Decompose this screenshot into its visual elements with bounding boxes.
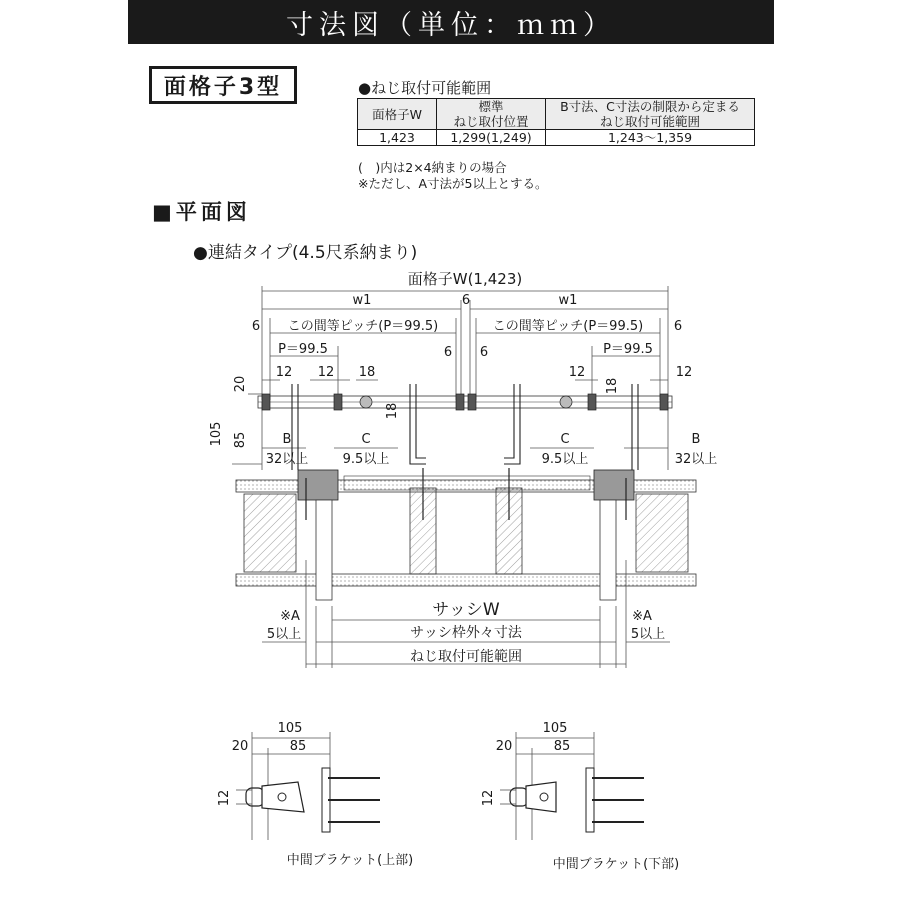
dim-a-label-right: ※A	[632, 609, 652, 624]
bracket-lower-d20: 20	[495, 739, 513, 754]
dim-6-inner-right: 6	[479, 345, 489, 360]
range-cell-standard: 1,299(1,249)	[437, 130, 546, 146]
bracket-upper-d85: 85	[289, 739, 307, 754]
dim-c-left: C	[361, 432, 371, 447]
dim-screw-range: ねじ取付可能範囲	[410, 649, 522, 665]
dim-p-right: P＝99.5	[603, 342, 653, 357]
bracket-upper-d20: 20	[231, 739, 249, 754]
dim-18-c: 18	[385, 402, 400, 420]
note-a-dimension: ※ただし、A寸法が5以上とする。	[358, 176, 548, 191]
dim-pitch-right: この間等ピッチ(P＝99.5)	[492, 319, 644, 334]
range-cell-range: 1,243〜1,359	[546, 130, 755, 146]
dim-a-min-right: 5以上	[630, 627, 666, 642]
section-title: ■平面図	[152, 200, 251, 224]
grille-bars	[258, 394, 672, 410]
dim-p-left: P＝99.5	[278, 342, 328, 357]
dim-18-a: 18	[358, 365, 376, 380]
dim-6-inner-left: 6	[443, 345, 453, 360]
dim-a-min-left: 5以上	[266, 627, 302, 642]
dim-overall: 面格子W(1,423)	[407, 270, 523, 288]
dim-105: 105	[209, 421, 224, 447]
dim-85: 85	[233, 431, 248, 449]
bracket-lower-d12: 12	[481, 789, 496, 807]
dim-12-c: 12	[568, 365, 586, 380]
dim-12-d: 12	[675, 365, 693, 380]
dim-c-min-right: 9.5以上	[541, 452, 589, 467]
dim-sash-w: サッシW	[432, 600, 500, 620]
range-header-width: 面格子W	[358, 99, 437, 130]
bracket-detail-upper	[236, 732, 380, 840]
bracket-upper-caption: 中間ブラケット(上部)	[286, 853, 414, 868]
dim-b-left: B	[282, 432, 292, 447]
dim-6-center: 6	[461, 293, 471, 308]
range-cell-width: 1,423	[358, 130, 437, 146]
bracket-lower-caption: 中間ブラケット(下部)	[552, 857, 680, 872]
dim-w1-right: w1	[558, 293, 578, 308]
dim-18-b: 18	[605, 377, 620, 395]
dim-12-a: 12	[275, 365, 293, 380]
dim-12-b: 12	[317, 365, 335, 380]
section-subtitle: ●連結タイプ(4.5尺系納まり)	[193, 243, 418, 263]
range-header-standard: 標準 ねじ取付位置	[437, 99, 546, 130]
bracket-lower-d105: 105	[542, 721, 568, 736]
header-title: 寸法図（単位：ｍｍ）	[128, 0, 774, 44]
model-badge: 面格子3型	[149, 66, 297, 104]
note-2x4: ( )内は2×4納まりの場合	[358, 160, 507, 175]
range-header-range: B寸法、C寸法の制限から定まる ねじ取付可能範囲	[546, 99, 755, 130]
wall-section	[236, 468, 696, 600]
bracket-detail-lower	[500, 732, 644, 840]
bracket-upper-d12: 12	[217, 789, 232, 807]
dim-a-label-left: ※A	[280, 609, 300, 624]
bracket-lower-d85: 85	[553, 739, 571, 754]
range-table-title: ●ねじ取付可能範囲	[358, 79, 492, 97]
dim-b-min-right: 32以上	[674, 452, 718, 467]
dim-c-min-left: 9.5以上	[342, 452, 390, 467]
dim-b-min-left: 32以上	[265, 452, 309, 467]
dim-6-left: 6	[251, 319, 261, 334]
dim-b-right: B	[691, 432, 701, 447]
dim-pitch-left: この間等ピッチ(P＝99.5)	[287, 319, 439, 334]
dim-c-right: C	[560, 432, 570, 447]
bracket-upper-d105: 105	[277, 721, 303, 736]
dim-sash-frame: サッシ枠外々寸法	[410, 625, 522, 641]
dim-w1-left: w1	[352, 293, 372, 308]
dim-20: 20	[233, 375, 248, 393]
dim-6-right: 6	[673, 319, 683, 334]
